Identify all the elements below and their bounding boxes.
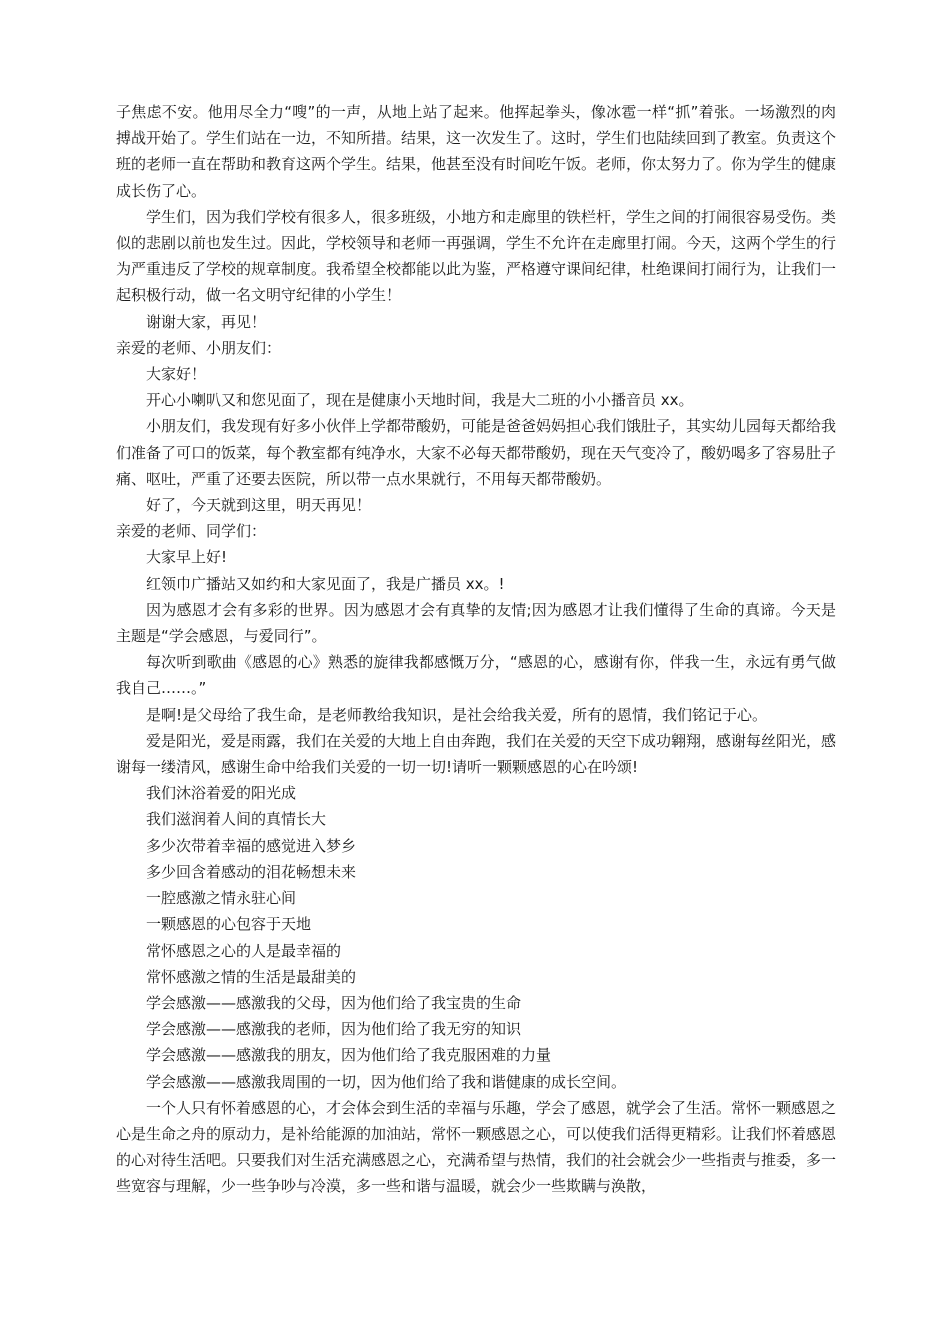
verse-line: 学会感激——感激我的朋友，因为他们给了我克服困难的力量 [146,1046,552,1065]
salutation: 亲爱的老师、小朋友们： [116,338,282,357]
salutation: 亲爱的老师、同学们： [116,522,267,541]
verse-line: 常怀感恩之心的人是最幸福的 [146,941,342,960]
verse-line: 一颗感恩的心包容于天地 [146,915,312,934]
paragraph: 红领巾广播站又如约和大家见面了，我是广播员 xx。! [146,574,505,593]
paragraph: 好了，今天就到这里，明天再见！ [146,496,372,515]
verse-line: 我们沐浴着爱的阳光成 [146,784,297,803]
verse-line: 多少次带着幸福的感觉进入梦乡 [146,836,357,855]
verse-line: 一腔感激之情永驻心间 [146,889,297,908]
verse-line: 学会感激——感激我的老师，因为他们给了我无穷的知识 [146,1020,522,1039]
document-page [116,99,836,1200]
closing-paragraph: 一个人只有怀着感恩的心，才会体会到生活的幸福与乐趣，学会了感恩，就学会了生活。常怀一颗感恩之心是生命之舟的原动力，是补给能源的加油站，常怀一颗感恩之心，可以使我们活得更精彩。让我们怀着感恩的心对待生活吧。只要我们对生活充满感恩之心，充满希望与热情，我们的社会就会少一些指责与推委，多一些宽容与理解，少一些争吵与冷漠，多一些和谐与温暖，就会少一些欺瞒与涣散， [116,1098,837,1196]
verse-line: 学会感激——感激我的父母，因为他们给了我宝贵的生命 [146,993,522,1012]
paragraph: 爱是阳光，爱是雨露，我们在关爱的大地上自由奔跑，我们在关爱的天空下成功翱翔，感谢每丝阳光，感谢每一缕清风，感谢生命中给我们关爱的一切一切!请听一颗颗感恩的心在吟颂! [116,731,837,777]
paragraph: 学生们，因为我们学校有很多人，很多班级，小地方和走廊里的铁栏杆，学生之间的打闹很容易受伤。类似的悲剧以前也发生过。因此，学校领导和老师一再强调，学生不允许在走廊里打闹。今天，这两个学生的行为严重违反了学校的规章制度。我希望全校都能以此为鉴，严格遵守课间纪律，杜绝课间打闹行为，让我们一起积极行动，做一名文明守纪律的小学生！ [116,207,837,305]
verse-line: 多少回含着感动的泪花畅想未来 [146,862,357,881]
paragraph: 因为感恩才会有多彩的世界。因为感恩才会有真挚的友情;因为感恩才让我们懂得了生命的真谛。今天是主题是“学会感恩，与爱同行”。 [116,600,836,646]
paragraph: 开心小喇叭又和您见面了，现在是健康小天地时间，我是大二班的小小播音员 xx。 [146,391,694,410]
paragraph: 小朋友们，我发现有好多小伙伴上学都带酸奶，可能是爸爸妈妈担心我们饿肚子，其实幼儿园每天都给我们准备了可口的饭菜，每个教室都有纯净水，大家不必每天都带酸奶，现在天气变冷了，酸奶喝多了容易肚子痛、呕吐，严重了还要去医院，所以带一点水果就行，不用每天都带酸奶。 [116,417,837,488]
paragraph: 大家好！ [146,365,207,384]
paragraph: 是啊!是父母给了我生命，是老师教给我知识，是社会给我关爱，所有的恩情，我们铭记于心。 [146,705,768,724]
verse-line: 常怀感激之情的生活是最甜美的 [146,967,357,986]
paragraph: 谢谢大家，再见！ [146,312,267,331]
paragraph: 子焦虑不安。他用尽全力“嗖”的一声，从地上站了起来。他挥起拳头，像冰雹一样“抓”着张。一场激烈的肉搏战开始了。学生们站在一边，不知所措。结果，这一次发生了。这时，学生们也陆续回到了教室。负责这个班的老师一直在帮助和教育这两个学生。结果，他甚至没有时间吃午饭。老师，你太努力了。你为学生的健康成长伤了心。 [116,103,837,200]
verse-line: 学会感激——感激我周围的一切，因为他们给了我和谐健康的成长空间。 [146,1072,627,1091]
paragraph: 大家早上好! [146,548,228,567]
paragraph: 每次听到歌曲《感恩的心》熟悉的旋律我都感慨万分，“感恩的心，感谢有你，伴我一生，永远有勇气做我自己……。” [116,653,836,698]
verse-line: 我们滋润着人间的真情长大 [146,810,327,829]
